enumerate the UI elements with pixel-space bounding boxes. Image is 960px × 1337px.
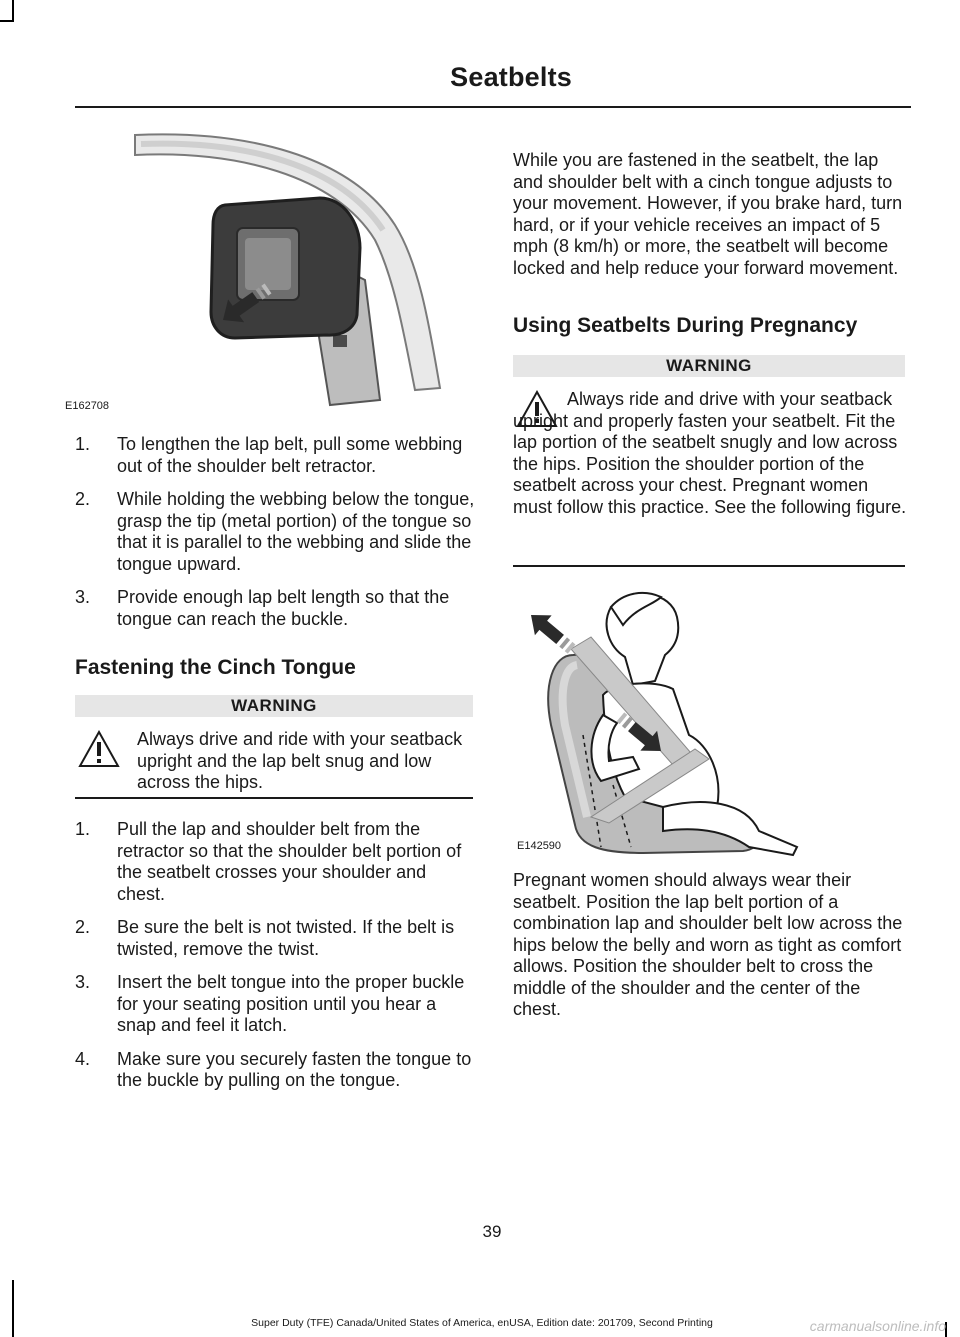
warning-bar: WARNING bbox=[513, 355, 905, 377]
step-text: Insert the belt tongue into the proper buckle for your seating position until you hear a snap and feel it latch. bbox=[117, 972, 465, 1035]
step-number: 4. bbox=[75, 1048, 91, 1069]
list-item bbox=[75, 587, 475, 630]
pregnancy-seatbelt-illustration bbox=[513, 585, 809, 857]
cinch-tongue-illustration bbox=[65, 130, 473, 420]
step-number: 3. bbox=[75, 587, 91, 607]
step-text: To lengthen the lap belt, pull some webbing out of the shoulder belt retractor. bbox=[117, 434, 463, 476]
warning-bar: WARNING bbox=[75, 695, 473, 717]
pregnancy-seatbelt-svg bbox=[513, 585, 809, 857]
list-item bbox=[75, 972, 475, 1037]
page-title: Seatbelts bbox=[450, 62, 572, 92]
warning-rule bbox=[75, 797, 473, 799]
page-number: 39 bbox=[482, 1222, 502, 1241]
step-number: 1. bbox=[75, 819, 91, 839]
step-text: Make sure you securely fasten the tongue to the buckle by pulling on the tongue. bbox=[117, 1048, 472, 1090]
cinch-tongue-svg bbox=[75, 130, 473, 420]
warning-text: Always drive and ride with your seatback upright and the lap belt snug and low across the hips. bbox=[137, 729, 463, 792]
step-number: 2. bbox=[75, 917, 91, 937]
pregnancy-paragraph: Pregnant women should always wear their seatbelt. Position the lap belt portion of a combination lap and shoulder belt low across the hips below the belly and worn as tight as comfort allows. Position the shoulder belt to cross the middle of the shoulder and the center of the chest. bbox=[513, 870, 903, 1019]
list-item bbox=[75, 489, 475, 575]
step-number: 1. bbox=[75, 434, 91, 454]
warning-text-content: Always ride and drive with your seatback upright and properly fasten your seatbelt. Fit the lap portion of the seatbelt snugly and low across the hips. Position the shoulder portion of the seatbelt across your chest. Pregnant women must follow this practice. See the following figure. bbox=[513, 389, 907, 517]
cinch-intro-paragraph: While you are fastened in the seatbelt, the lap and shoulder belt with a cinch tongue adjusts to your movement. However, if you brake hard, turn hard, or if your vehicle receives an impact of 5 mph (8 km/h) or more, the seatbelt will become locked and help reduce your forward movement. bbox=[513, 150, 903, 278]
step-text: While holding the webbing below the tongue, grasp the tip (metal portion) of the tongue so that it is parallel to the webbing and slide the tongue upward. bbox=[117, 489, 475, 574]
list-item bbox=[75, 434, 475, 477]
warning-rule bbox=[513, 565, 905, 567]
list-item bbox=[75, 1049, 475, 1092]
warning-icon bbox=[78, 730, 120, 773]
crop-mark bbox=[12, 0, 14, 22]
step-number: 3. bbox=[75, 972, 91, 992]
step-number: 2. bbox=[75, 489, 91, 509]
step-text: Pull the lap and shoulder belt from the retractor so that the shoulder belt portion of the seatbelt crosses your shoulder and chest. bbox=[117, 819, 462, 904]
header-rule bbox=[75, 106, 911, 108]
figure-code-e162708: E162708 bbox=[65, 400, 110, 412]
list-item bbox=[75, 819, 475, 905]
fasten-steps-list bbox=[75, 819, 475, 1104]
lengthen-steps-list bbox=[75, 434, 475, 642]
crop-mark bbox=[0, 20, 14, 22]
list-item bbox=[75, 917, 475, 960]
figure-code-e142590: E142590 bbox=[517, 840, 562, 852]
warning-text bbox=[513, 389, 909, 518]
section-heading-cinch-tongue: Fastening the Cinch Tongue bbox=[75, 656, 356, 679]
watermark: carmanualsonline.info bbox=[809, 1318, 946, 1334]
section-heading-pregnancy: Using Seatbelts During Pregnancy bbox=[513, 314, 858, 337]
step-text: Be sure the belt is not twisted. If the belt is twisted, remove the twist. bbox=[117, 917, 455, 959]
step-text: Provide enough lap belt length so that the tongue can reach the buckle. bbox=[117, 587, 450, 629]
footer-edition: Super Duty (TFE) Canada/United States of America, enUSA, Edition date: 201709, Second Printing bbox=[251, 1317, 713, 1329]
